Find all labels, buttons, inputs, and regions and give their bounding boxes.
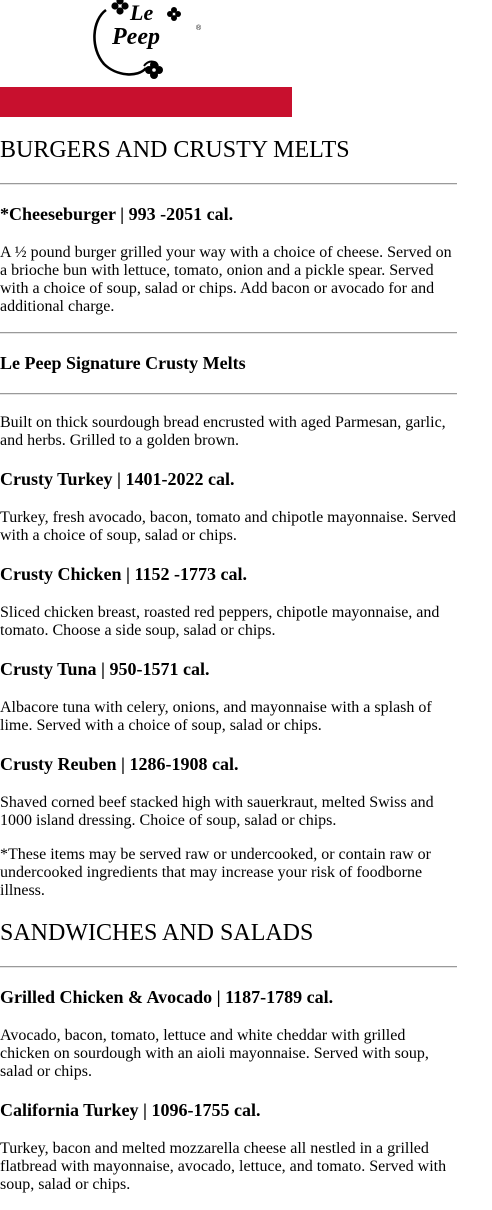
- menu-item-name: Crusty Chicken | 1152 -1773 cal.: [0, 564, 247, 584]
- menu-item-name: Crusty Reuben | 1286-1908 cal.: [0, 754, 239, 774]
- registered-mark: ®: [196, 25, 202, 32]
- menu-item-description: Turkey, bacon and melted mozzarella cheese all nestled in a grilled flatbread with mayonnaise, avocado, lettuce, and tomato. Served with soup, salad or chips.: [0, 1140, 447, 1193]
- menu-item-name: California Turkey | 1096-1755 cal.: [0, 1100, 261, 1120]
- flower-icon: [111, 0, 128, 15]
- menu-content: [0, 117, 457, 1210]
- menu-item-name: *Cheeseburger | 993 -2051 cal.: [0, 204, 234, 224]
- divider: [0, 966, 457, 968]
- menu-item-name: Grilled Chicken & Avocado | 1187-1789 cal.: [0, 987, 334, 1007]
- le-peep-logo[interactable]: [86, 0, 208, 84]
- food-safety-note: *These items may be served raw or undercooked, or contain raw or undercooked ingredients that may increase your risk of foodborne illness.: [0, 846, 431, 899]
- section-title: SANDWICHES AND SALADS: [0, 920, 314, 946]
- divider: [0, 183, 457, 185]
- menu-item-description: A ½ pound burger grilled your way with a choice of cheese. Served on a brioche bun with lettuce, tomato, onion and a pickle spear. Served with a choice of soup, salad or chips. Add bacon or avocado for and additional charge.: [0, 244, 452, 315]
- menu-item-description: Avocado, bacon, tomato, lettuce and white cheddar with grilled chicken on sourdough with an aioli mayonnaise. Served with soup, salad or chips.: [0, 1027, 429, 1080]
- logo-text-peep: Peep: [112, 24, 160, 50]
- logo-text-le: Le: [130, 0, 154, 25]
- menu-item-description: Albacore tuna with celery, onions, and mayonnaise with a splash of lime. Served with a choice of soup, salad or chips.: [0, 699, 432, 734]
- flower-icon: [145, 61, 163, 79]
- subsection-title: Le Peep Signature Crusty Melts: [0, 353, 246, 373]
- subsection-intro: Built on thick sourdough bread encrusted with aged Parmesan, garlic, and herbs. Grilled to a golden brown.: [0, 414, 446, 449]
- menu-item-description: Sliced chicken breast, roasted red peppers, chipotle mayonnaise, and tomato. Choose a side soup, salad or chips.: [0, 604, 440, 639]
- section-title: BURGERS AND CRUSTY MELTS: [0, 137, 350, 163]
- menu-item-name: Crusty Turkey | 1401-2022 cal.: [0, 469, 235, 489]
- menu-item-description: Turkey, fresh avocado, bacon, tomato and chipotle mayonnaise. Served with a choice of soup, salad or chips.: [0, 509, 457, 544]
- menu-item-name: Crusty Tuna | 950-1571 cal.: [0, 659, 210, 679]
- divider: [0, 332, 457, 334]
- flower-icon: [167, 7, 181, 21]
- accent-bar: [0, 87, 292, 117]
- menu-item-description: Shaved corned beef stacked high with sauerkraut, melted Swiss and 1000 island dressing. Choice of soup, salad or chips.: [0, 794, 434, 829]
